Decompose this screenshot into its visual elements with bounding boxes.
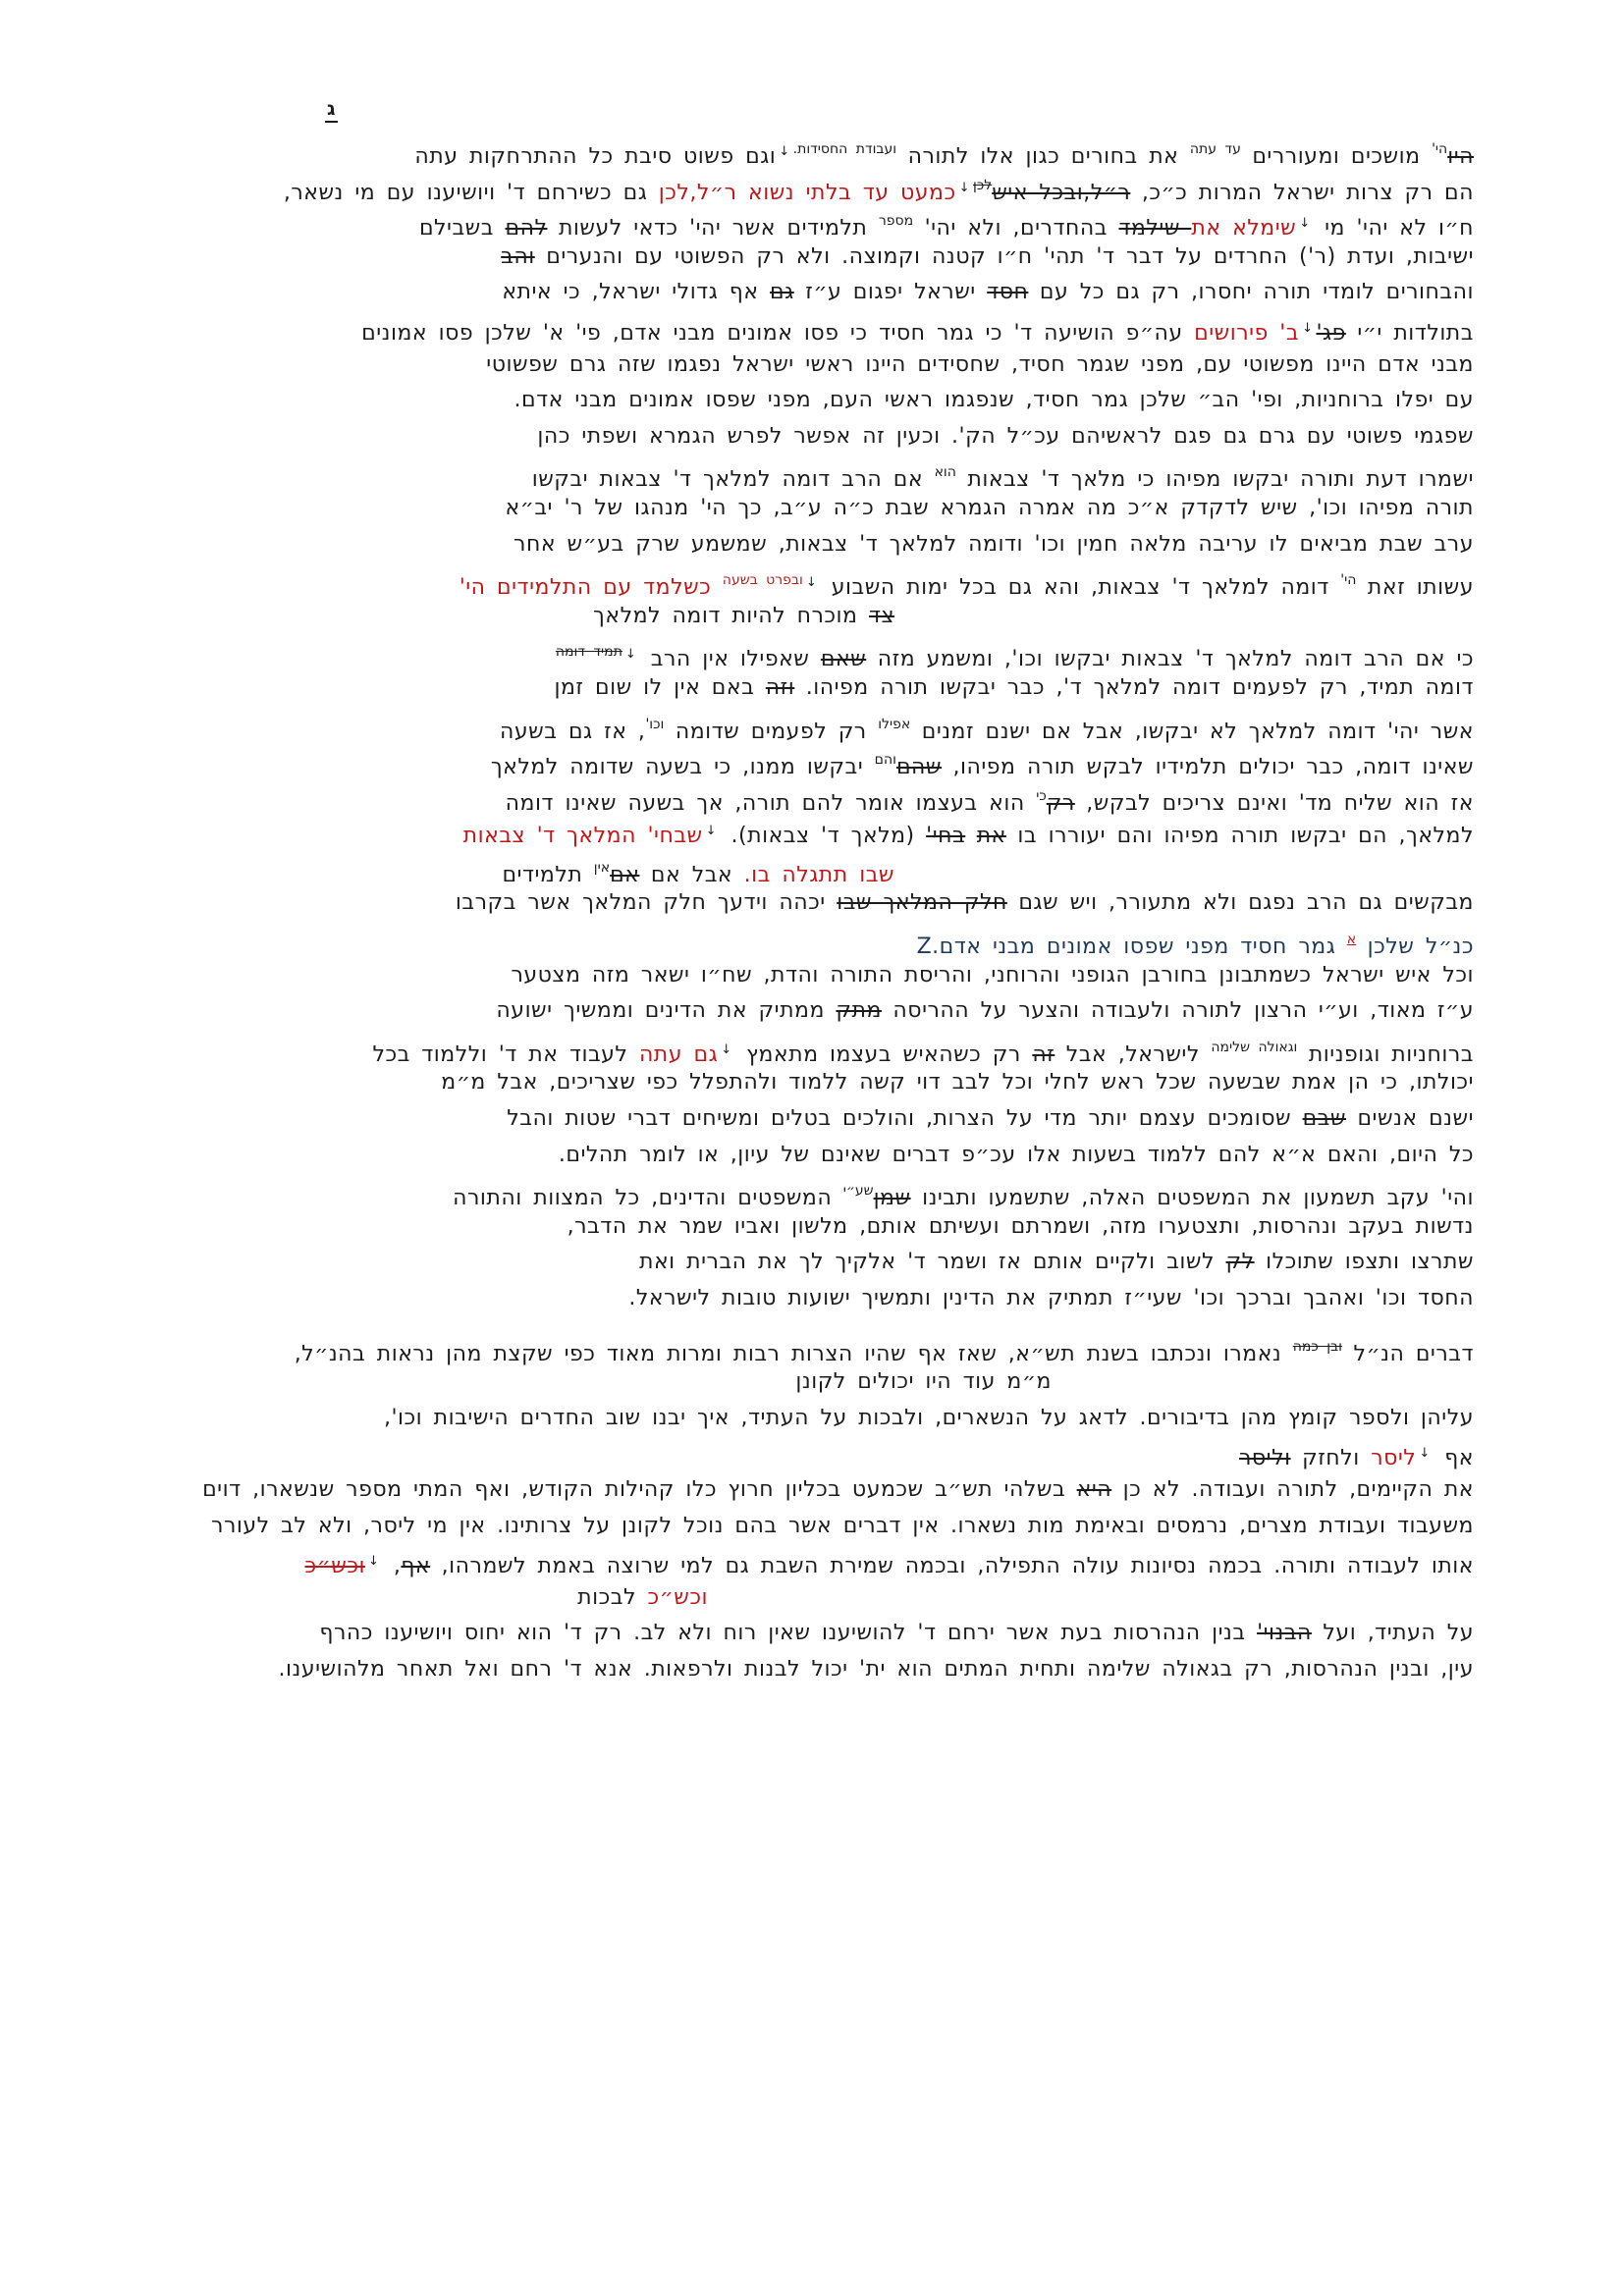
- text-run: הוא בעצמו אומר להם תורה, אך בשעה שאינו דומה: [505, 790, 1037, 816]
- text-line: [118, 1173, 1474, 1209]
- text-run: חלק המלאך שבו: [837, 890, 1007, 916]
- text-run: כמעט עד בלתי נשוא ר״ל,לכן: [658, 180, 956, 205]
- text-run: שע״י: [842, 1183, 874, 1200]
- text-line: [118, 742, 1474, 778]
- text-run: רק כשהאיש בעצמו מתאמץ: [734, 1041, 1033, 1067]
- text-run: Z: [916, 934, 933, 960]
- text-run: שתרצו ותצפו שתוכלו: [1254, 1250, 1474, 1275]
- text-run: בנין הנהרסות בעת אשר ירחם ד' להושיענו שאין רוח ולא לב. רק ד' הוא יחוס ויושיענו כהרף: [319, 1621, 1258, 1646]
- text-run: ישנם אנשים: [1345, 1106, 1474, 1132]
- text-run: בשבילם: [418, 216, 506, 241]
- text-run: הבנוי': [1257, 1621, 1312, 1646]
- text-run: ישמרו דעת ותורה יבקשו מפיהו כי מלאך ד' צבאות: [955, 467, 1474, 493]
- text-line: [118, 599, 1474, 635]
- insertion-caret-icon: ↓: [1419, 1446, 1431, 1462]
- text-run: נדשות בעקב ונהרסות, ותצטערו מזה, ושמרתם ועשיתם אותם, מלשון ואביו שמר את הדבר,: [567, 1213, 1474, 1239]
- text-run: את בחורים כגון אלו לתורה: [896, 144, 1190, 169]
- text-run: שפגמי פשוטי עם גרם גם פגם לראשיהם עכ״ל הק'. וכעין זה אפשר לפרש הגמרא ושפתי כהן: [537, 423, 1474, 449]
- text-run: משעבוד ועבודת מצרים, נרמסים ובאימת מות נשארו. אין דברים אשר בהם נוכל לקונן על צרותינו. אין מי ליסר, ולא לב לעורר: [211, 1513, 1474, 1538]
- text-line: [118, 1101, 1474, 1138]
- text-run: ,: [382, 1554, 402, 1579]
- text-run: מבקשים גם הרב נפגם ולא מתעורר, ויש שגם: [1006, 890, 1474, 916]
- text-run: ולחזק: [1290, 1446, 1372, 1471]
- text-line: [118, 1652, 1474, 1688]
- text-line: [118, 1364, 1474, 1401]
- text-run: חסד: [987, 280, 1029, 305]
- text-run: אבל אם: [639, 862, 744, 887]
- text-run: בהחדרים, ולא יהי': [913, 216, 1119, 241]
- text-line: [118, 1030, 1474, 1066]
- text-line: [118, 1329, 1474, 1365]
- text-run: גם עתה: [638, 1041, 719, 1067]
- text-run: גם כשירחם ד' ויושיענו עם מי נשאר,: [283, 180, 659, 205]
- text-run: ברוחניות וגופניות: [1297, 1041, 1474, 1067]
- text-line: [118, 958, 1474, 994]
- text-run: שימלא את: [1191, 216, 1297, 241]
- text-run: מוכרח להיות דומה למלאך: [593, 603, 869, 628]
- text-run: , אז גם בשעה: [500, 719, 646, 744]
- text-run: כי אם הרב דומה למלאך ד' צבאות יבקשו וכו', ומשמע מזה: [866, 647, 1474, 672]
- text-run: ממתיק את הדינים וממשיך ישועה: [496, 998, 837, 1024]
- text-run: ישיבות, ועדת (ר') החרדים על דבר ד' תהי' ח״ו קטנה וקמוצה. ולא רק הפשוטי עם והנערים: [534, 243, 1474, 269]
- text-run: ועבודת החסידות.: [792, 141, 897, 157]
- text-run: שהם: [895, 755, 942, 780]
- text-run: לכן: [973, 177, 993, 193]
- text-line: [118, 240, 1474, 276]
- text-run: מתק: [836, 998, 882, 1024]
- insertion-caret-icon: ↓: [721, 1041, 732, 1057]
- text-line: [118, 993, 1474, 1030]
- text-run: אז הוא שליח מד' ואינם צריכים לבקש,: [1074, 790, 1474, 816]
- text-run: שסומכים עצמם יותר מדי על הצרות, והולכים בטלים ומשיחים דברי שטות והבל: [507, 1106, 1303, 1132]
- text-line: [118, 1401, 1474, 1437]
- text-line: [118, 1616, 1474, 1652]
- text-run: הוא: [934, 464, 956, 481]
- text-run: כנ״ל שלכן: [1356, 934, 1474, 960]
- text-line: [118, 203, 1474, 240]
- text-run: באם אין לו שום זמן: [554, 674, 766, 700]
- text-line: [118, 1509, 1474, 1545]
- text-run: יכהה וידעך חלק המלאך אשר בקרבו: [455, 890, 838, 916]
- text-run: עם יפלו ברוחניות, ופי' הב״ שלכן גמר חסיד, שנפגמו ראשי העם, מפני שפסו אמונים מבני אדם.: [514, 388, 1474, 413]
- text-run: יכולתו, כי הן אמת שבשעה שכל ראש לחלי וכל לבב דוי קשה ללמוד ולהתפלל כפי שצריכים, אבל מ״מ: [441, 1070, 1474, 1095]
- text-run: עליהן ולספר קומץ מהן בדיבורים. לדאג על הנשארים, ולבכות על העתיד, איך יבנו שוב החדרים הישיבות וכו',: [384, 1405, 1474, 1430]
- text-run: ובפרט בשעה: [722, 572, 803, 589]
- text-line: [118, 778, 1474, 815]
- text-run: רק: [1046, 790, 1075, 816]
- text-run: כשלמד עם התלמידים הי': [459, 575, 723, 601]
- text-run: ע״ז מאוד, וע״י הרצון לתורה ולעבודה והצער על ההריסה: [881, 998, 1474, 1024]
- text-run: עה״פ הושיעה ד' כי גמר חסיד כי פסו אמונים מבני אדם, פי' א' שלכן פסו אמונים: [361, 320, 1195, 346]
- text-run: פג': [1316, 320, 1346, 346]
- text-line: [118, 454, 1474, 491]
- text-line: [118, 132, 1474, 168]
- text-line: [118, 527, 1474, 563]
- text-line: [118, 1544, 1474, 1580]
- text-run: מבני אדם היינו מפשוטי עם, מפני שגמר חסיד, שחסידים היינו ראשי ישראל נפגמו שזה גרם שפשוטי: [486, 351, 1474, 377]
- text-line: [118, 311, 1474, 347]
- text-run: וכל איש ישראל כשמתבונן בחורבן הגופני והרוחני, והריסת התורה והדת, שח״ו ישאר מזה מצטער: [511, 962, 1474, 988]
- text-run: וכש״כ: [647, 1584, 708, 1610]
- text-run: תלמידים: [502, 862, 594, 887]
- text-run: שאפילו אין הרב: [639, 647, 821, 672]
- text-run: להם: [505, 216, 548, 241]
- text-run: והבחורים לומדי תורה יחסרו, רק גם כל עם: [1028, 280, 1474, 305]
- text-run: תורה מפיהו וכו', שיש לדקדק א״כ מה אמרה הגמרא שבת כ״ה ע״ב, כך הי' מנהגו של ר' יב״א: [505, 495, 1474, 520]
- text-run: את: [976, 824, 1006, 849]
- text-run: אותו לעבודה ותורה. בכמה נסיונות עולה התפילה, ובכמה שמירת השבת גם למי שרוצה באמת לשמרהו,: [430, 1554, 1474, 1579]
- text-run: גמר חסיד מפני שפסו אמונים מבני אדם.: [932, 934, 1347, 960]
- document-text: [118, 132, 1474, 1688]
- text-run: ובן כמה: [1292, 1338, 1342, 1355]
- text-line: [118, 275, 1474, 311]
- text-run: שבחי' המלאך ד' צבאות: [462, 824, 703, 849]
- text-run: בתולדות י״י: [1345, 320, 1474, 346]
- text-run: דומה למלאך ד' צבאות, והא גם בכל ימות השבוע: [820, 575, 1341, 601]
- text-run: מספר: [878, 213, 914, 230]
- text-run: ר״ל,ובכל איש: [992, 180, 1131, 205]
- text-line: [118, 707, 1474, 743]
- text-line: [118, 922, 1474, 958]
- text-run: לישראל, אבל: [1055, 1041, 1212, 1067]
- insertion-caret-icon: ↓: [958, 180, 970, 195]
- text-line: [118, 1138, 1474, 1174]
- insertion-caret-icon: ↓: [1299, 216, 1311, 232]
- text-run: לעבוד את ד' וללמוד בכל: [372, 1041, 639, 1067]
- text-run: והב: [501, 243, 535, 269]
- text-run: יבקשו ממנו, כי בשעה שדומה למלאך: [490, 755, 875, 780]
- text-line: [118, 634, 1474, 670]
- text-run: כי: [1036, 787, 1047, 804]
- text-run: אף גדולי ישראל, כי איתא: [502, 280, 771, 305]
- text-run: נאמרו ונכתבו בשנת תש״א, שאז אף שהיו הצרות רבות ומרות מאוד כפי שקצת מהן נראות בהנ״ל,: [294, 1341, 1293, 1366]
- text-run: מ״מ עוד היו יכולים לקונן: [795, 1369, 1052, 1395]
- text-run: [965, 824, 977, 848]
- text-run: הי': [1340, 572, 1357, 589]
- text-run: והם: [874, 752, 896, 769]
- text-run: וזה: [765, 674, 795, 700]
- text-run: וכש״כ: [304, 1554, 365, 1579]
- text-run: שמן: [873, 1186, 911, 1211]
- text-run: הם רק צרות ישראל המרות כ״כ,: [1130, 180, 1474, 205]
- text-line: [118, 1281, 1474, 1317]
- text-run: רק לפעמים שדומה: [664, 719, 879, 744]
- text-line: [118, 1209, 1474, 1246]
- text-line: [118, 168, 1474, 204]
- insertion-caret-icon: ↓: [368, 1554, 380, 1570]
- insertion-caret-icon: ↓: [779, 144, 790, 159]
- text-line: [118, 347, 1474, 384]
- text-run: המשפטים והדינים, כל המצוות והתורה: [453, 1186, 843, 1211]
- text-line: [118, 814, 1474, 850]
- text-run: היא: [1076, 1476, 1112, 1502]
- text-line: [118, 1065, 1474, 1101]
- text-run: בחי': [926, 824, 966, 849]
- text-line: [118, 1472, 1474, 1509]
- text-line: [118, 491, 1474, 527]
- text-line: [118, 562, 1474, 599]
- insertion-caret-icon: ↓: [805, 575, 818, 591]
- text-run: אם: [610, 862, 640, 887]
- text-run: דברים הנ״ל: [1341, 1341, 1474, 1366]
- text-run: זה: [1032, 1041, 1055, 1067]
- text-run: עין, ובנין הנהרסות, רק בגאולה שלימה ותחית המתים הוא ית' יכול לבנות ולרפאות. אנא ד' רחם ואל תאחר מלהושיענו.: [278, 1656, 1474, 1682]
- text-run: (מלאך ד' צבאות).: [720, 824, 927, 849]
- text-line: [118, 1245, 1474, 1281]
- page-number: ג: [325, 99, 338, 123]
- text-run: אשר יהי' דומה למלאך לא יבקשו, אבל אם ישנם זמנים: [910, 719, 1474, 744]
- text-run: שאינו דומה, כבר יכולים תלמידיו לבקש תורה מפיהו,: [942, 755, 1474, 780]
- text-run: והי' עקב תשמעון את המשפטים האלה, שתשמעו ותבינו: [910, 1186, 1474, 1211]
- text-line: [118, 1580, 1474, 1617]
- text-run: כל היום, והאם א״א להם ללמוד בשעות אלו עכ״פ דברים שאינם של עיון, או לומר תהלים.: [558, 1142, 1474, 1167]
- insertion-caret-icon: ↓: [624, 647, 637, 663]
- text-line: [118, 850, 1474, 886]
- text-run: ב' פירושים: [1194, 320, 1300, 346]
- text-run: צד: [868, 603, 894, 628]
- text-run: וליסר: [1238, 1446, 1291, 1471]
- text-run: עד עתה: [1189, 141, 1241, 157]
- text-run: וכו': [645, 716, 665, 732]
- text-run: ערב שבת מביאים לו עריבה מלאה חמין וכו' ודומה למלאך ד' צבאות, שמשמע שרק בע״ש אחר: [514, 531, 1474, 557]
- text-line: [118, 670, 1474, 707]
- text-line: [118, 1436, 1474, 1472]
- text-line: [118, 885, 1474, 922]
- text-line: [118, 419, 1474, 455]
- text-run: ח״ו לא יהי' מי: [1313, 216, 1474, 241]
- text-run: לשוב ולקיים אותם אז ושמר ד' אלקיך לך את הברית ואת: [639, 1250, 1226, 1275]
- text-run: אין: [593, 859, 611, 876]
- text-run: מושכים ומעוררים: [1240, 144, 1433, 169]
- text-run: תלמידים אשר יהי' כדאי לעשות: [547, 216, 879, 241]
- text-run: שבם: [1302, 1106, 1346, 1132]
- text-run: וגם פשוט סיבת כל ההתרחקות עתה: [414, 144, 777, 169]
- text-run: לבכות: [577, 1584, 648, 1610]
- text-run: החסד וכו' ואהבך וברכך וכו' שעי״ז תמתיק את הדינין ותמשיך ישועות טובות לישראל.: [628, 1286, 1474, 1310]
- text-run: אף: [1433, 1446, 1474, 1471]
- text-run: על העתיד, ועל: [1311, 1621, 1474, 1646]
- text-run: גם: [770, 280, 794, 305]
- text-run: שילמד: [1118, 216, 1192, 241]
- text-run: שאם: [820, 647, 867, 672]
- text-run: אם הרב דומה למלאך ד' צבאות יבקשו: [531, 467, 935, 493]
- text-run: למלאך, הם יבקשו תורה מפיהו והם יעוררו בו: [1005, 824, 1474, 849]
- text-run: הי': [1432, 141, 1448, 157]
- text-line: [118, 383, 1474, 419]
- text-run: את הקיימים, לתורה ועבודה. לא כן: [1111, 1476, 1474, 1502]
- insertion-caret-icon: ↓: [1302, 320, 1314, 336]
- text-run: אפילו: [878, 716, 911, 732]
- text-run: לק: [1225, 1250, 1255, 1275]
- text-run: אף: [401, 1554, 431, 1579]
- text-run: א: [1346, 932, 1357, 948]
- text-run: היו: [1447, 144, 1474, 169]
- text-run: תמיד דומה: [555, 644, 622, 661]
- text-run: וגאולה שלימה: [1211, 1039, 1298, 1055]
- text-run: ליסר: [1371, 1446, 1417, 1471]
- text-run: דומה תמיד, רק לפעמים דומה למלאך ד', כבר יבקשו תורה מפיהו.: [794, 674, 1474, 700]
- text-run: בשלהי תש״ב שכמעט בכליון חרוץ כלו קהילות הקודש, ואף המתי מספר שנשארו, דוים: [202, 1476, 1077, 1502]
- text-run: עשותו זאת: [1356, 575, 1474, 601]
- text-run: ישראל יפגום ע״ז: [793, 280, 988, 305]
- insertion-caret-icon: ↓: [705, 824, 718, 839]
- text-run: שבו תתגלה בו.: [743, 862, 894, 887]
